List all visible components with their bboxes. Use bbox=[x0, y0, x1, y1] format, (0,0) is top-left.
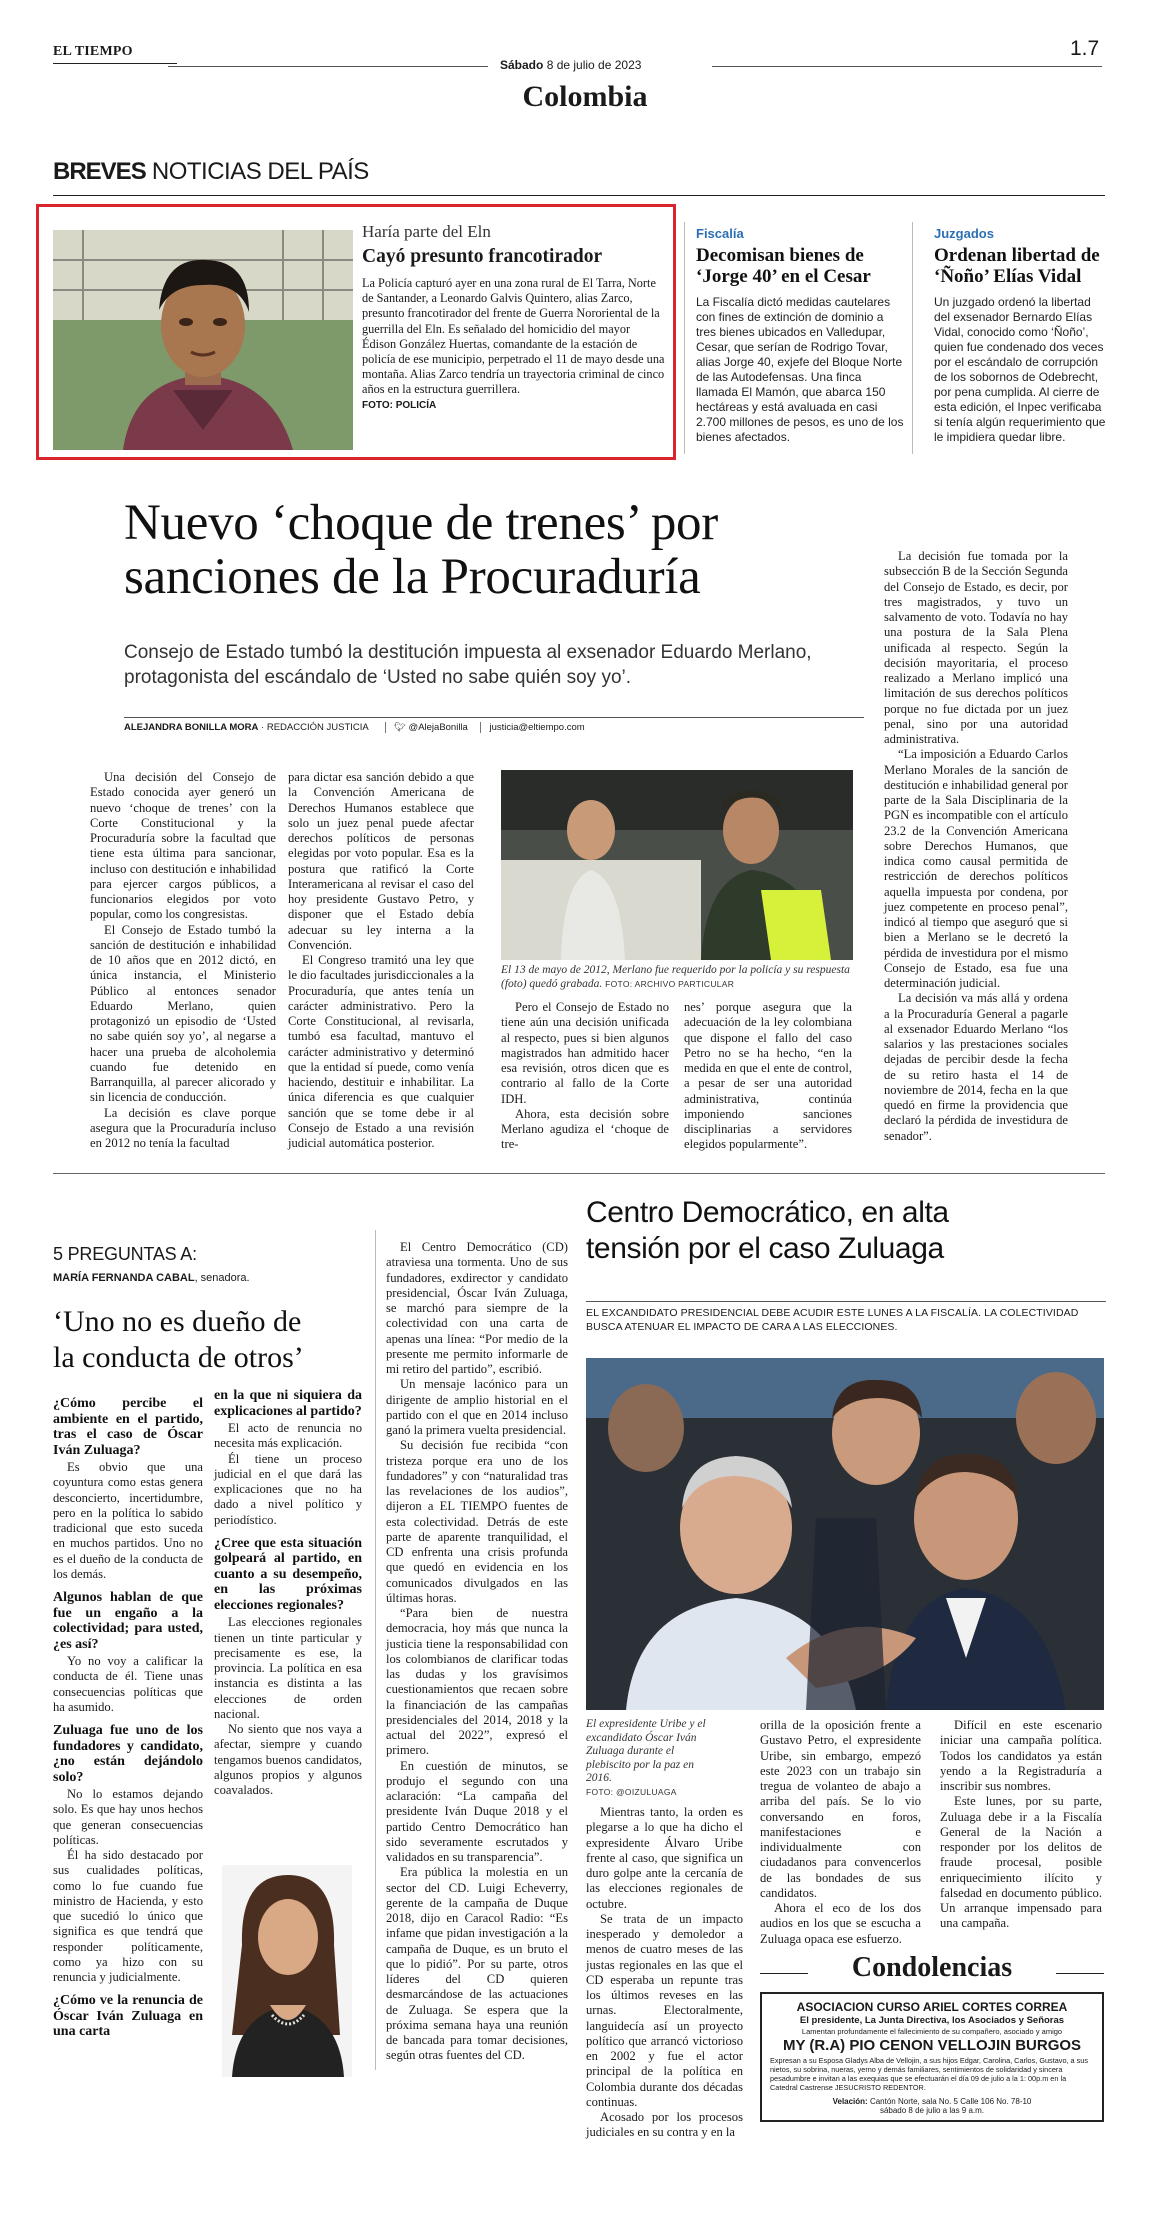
interview-answer: Yo no voy a calificar la conducta de él. Tiene unas consecuencias políticas que ha asumido. bbox=[53, 1654, 203, 1714]
condolencia-notice bbox=[760, 1992, 1104, 2122]
main-deck: Consejo de Estado tumbó la destitución impuesta al exsenador Eduardo Merlano, protagonista del escándalo de ‘Usted no sabe quién soy yo’. bbox=[124, 642, 812, 688]
interview-answer: Él ha sido destacado por sus cualidades políticas, como lo fue cuando fue ministro de Hacienda, y esto que sucedió lo único que significa es que tendrá que responder políticamente, como ya hizo con su renuncia y judicialmente. bbox=[53, 1848, 203, 1984]
paragraph: Ahora, esta decisión sobre Merlano agudiza el ‘choque de tre- bbox=[501, 1106, 669, 1152]
interview-answer: Las elecciones regionales tienen un tinte particular y precisamente es ese, la provincia. La política en esa instancia es distinta a las elecciones de orden nacional. bbox=[214, 1615, 362, 1721]
paragraph: Difícil en este escenario iniciar una campaña política. Todos los candidatos ya están yendo a la Registraduría a inscribir sus nombres. bbox=[940, 1718, 1102, 1793]
main-byline: ALEJANDRA BONILLA MORA · REDACCIÓN JUSTICIA 🐦︎ @AlejaBonilla justicia@eltiempo.com bbox=[124, 717, 864, 733]
masthead-logo: EL TIEMPO bbox=[53, 44, 133, 59]
interview-answer: No siento que nos vaya a afectar, siempre y cuando tengamos buenos candidatos, algunos propios y algunos coavalados. bbox=[214, 1722, 362, 1797]
cd-photo-caption: El expresidente Uribe y el excandidato Óscar Iván Zuluaga durante el plebiscito por la paz en 2016. FOTO: @OIZULUAGA bbox=[586, 1718, 706, 1797]
interview-portrait bbox=[222, 1865, 352, 2077]
brief-body: La Policía capturó ayer en una zona rural de El Tarra, Norte de Santander, a Leonardo Galvis Quintero, alias Zarco, presunto francotirador del frente de Guerra Nororiental de la guerrilla del Eln. Es señalado del homicidio del mayor Édison González Huertas, comandante de la estación de policía de ese municipio, perpetrado el 11 de mayo desde una montaña. Alias Zarco tendría un trayectoria criminal de cinco años en la estructura guerrillera. bbox=[362, 276, 665, 397]
paragraph: En cuestión de minutos, se produjo el segundo con una aclaración: “La campaña del presidente Iván Duque 2018 y el partido Centro Democrático han sido severamente escrutados y validados en su transparencia”. bbox=[386, 1758, 568, 1864]
interview-answer: No lo estamos dejando solo. Es que hay unos hechos que generan consecuencias políticas. bbox=[53, 1787, 203, 1847]
twitter-handle[interactable]: @AlejaBonilla bbox=[408, 722, 468, 733]
main-headline: Nuevo ‘choque de trenes’ por sanciones de la Procuraduría bbox=[124, 495, 718, 605]
paragraph: Era pública la molestia en un sector del CD. Luigi Echeverry, gerente de la campaña de Duque 2018, dijo en Caracol Radio: “Es infame que pidan investigación a la campaña de Duque, es un bruto el que lo pidió”. Por su parte, otros líderes del CD quieren desmarcándose de las actuaciones de Zuluaga. Se espera que la próxima semana haya una reunión de bancada para tomar decisiones, según otras fuentes del CD. bbox=[386, 1865, 568, 2063]
paragraph: La decisión es clave porque asegura que la Procuraduría incluso en 2012 no tenía la facultad bbox=[90, 1105, 276, 1150]
brief-headline: Cayó presunto francotirador bbox=[362, 246, 603, 267]
brief-body: Un juzgado ordenó la libertad del exsenador Bernardo Elías Vidal, conocido como ‘Ñoño’, quien fue condenado dos veces por el escándalo de corrupción de los sobornos de Odebrecht, por pena cumplida. Al cierre de esta edición, el Inpec verificaba si tenía algún requerimiento que le impidiera quedar libre. bbox=[934, 295, 1106, 444]
contact-email[interactable]: justicia@eltiempo.com bbox=[480, 722, 584, 733]
paragraph: “Para bien de nuestra democracia, hoy más que nunca la justicia tiene la responsabilidad con los colombianos de clarificar todas las dudas y los gravísimos cuestionamientos que recaen sobre la financiación de las campañas presidenciales del 2014, 2018 y la actual del 2022”, expresó el primero. bbox=[386, 1606, 568, 1758]
interview-col-1 bbox=[53, 1388, 203, 2042]
brief-kicker: Juzgados bbox=[934, 226, 994, 241]
cd-deck: EL EXCANDIDATO PRESIDENCIAL DEBE ACUDIR ESTE LUNES A LA FISCALÍA. LA COLECTIVIDAD BUSCA ATENUAR EL IMPACTO DE CARA A LAS ELECCIONES. bbox=[586, 1307, 1079, 1333]
interview-question: Zuluaga fue uno de los fundadores y candidato, ¿no están dejándolo solo? bbox=[53, 1723, 203, 1785]
paragraph: Ahora el eco de los dos audios en los que se escucha a Zuluaga opaca ese esfuerzo. bbox=[760, 1901, 921, 1946]
main-col-5 bbox=[884, 549, 1068, 1144]
interview-question: ¿Cree que esta situación golpeará al partido, en cuanto a su desempeño, en las próximas elecciones regionales? bbox=[214, 1535, 362, 1613]
paragraph: El Congreso tramitó una ley que le dio facultades jurisdiccionales a la Procuraduría, que antes tenía un carácter administrativo. Pero la Corte Constitucional, al revisarla, tumbó esa facultad, mantuvo el carácter administrativo y determinó que la entidad sí puede, como venía haciendo, destituir e inhabilitar. La única diferencia es que cualquier sanción que se tome debe ir al Consejo de Estado a una revisión judicial automática posterior. bbox=[288, 953, 474, 1150]
cd-photo bbox=[586, 1358, 1104, 1710]
paragraph: La decisión fue tomada por la subsección B de la Sección Segunda del Consejo de Estado, es decir, por tres magistrados, y tuvo un salvamento de voto. Todavía no hay una postura de la Sala Plena unificada al respecto. Según la decisión mayoritaria, el proceso realizado a Merlano implicó una limitación de sus derechos políticos porque no fue dictada por un juez penal, sino por una autoridad administrativa. bbox=[884, 549, 1068, 746]
interview-question: ¿Cómo percibe el ambiente en el partido, tras el caso de Óscar Iván Zuluaga? bbox=[53, 1396, 203, 1458]
interview-name: MARÍA FERNANDA CABAL, senadora. bbox=[53, 1272, 250, 1284]
notice-org: ASOCIACION CURSO ARIEL CORTES CORREA bbox=[796, 2000, 1068, 2014]
brief-body: La Fiscalía dictó medidas cautelares con fines de extinción de dominio a tres bienes ubicados en Valledupar, Cesar, que serían de Rodrigo Tovar, alias Jorge 40, exjefe del Bloque Norte de las Autodefensas. Una finca llamada El Mamón, que abarca 150 hectáreas y está avaluada en casi 2.700 millones de pesos, es uno de los bienes afectados. bbox=[696, 295, 904, 444]
paragraph: Una decisión del Consejo de Estado conocida ayer generó un nuevo ‘choque de trenes’ con la Corte Constitucional y la Procuraduría sobre la facultad que tiene esta última para sancionar, incluso con destitución e inhabilidad para ejercer cargos públicos, a funcionarios elegidos por voto popular, como los congresistas. bbox=[90, 770, 276, 922]
brief-juzgados bbox=[934, 226, 1109, 445]
interview-col-2 bbox=[214, 1388, 362, 1798]
interview-headline: ‘Uno no es dueño de la conducta de otros’ bbox=[53, 1305, 304, 1374]
condolencias-title: Condolencias bbox=[851, 1952, 1013, 1983]
brief-kicker: Haría parte del Eln bbox=[362, 222, 491, 241]
paragraph: nes’ porque asegura que la adecuación de la ley colombiana que dispone el fallo del caso Petro no se ha hecho, “en la medida en que el ente de control, a pesar de ser una autoridad administrativa, continúa imponiendo sanciones disciplinarias a servidores elegidos popularmente”. bbox=[684, 1000, 852, 1152]
paragraph: Se trata de un impacto inesperado y demoledor a menos de cuatro meses de las justas regionales en las que el CD esperaba un repunte tras los últimos reveses en las urnas. Electoralmente, languidecía así un proyecto político que arrancó victorioso en 2002 y fue el actor principal de la política en Colombia durante dos décadas continuas. bbox=[586, 1911, 743, 2109]
interview-answer: Es obvio que una coyuntura como estas genera desconcierto, incertidumbre, pero en la política lo sabido tradicional que esto suceda en muchos partidos. Uno no es el dueño de la conducta de los demás. bbox=[53, 1460, 203, 1581]
cd-col-c bbox=[940, 1718, 1102, 1932]
interview-question: ¿Cómo ve la renuncia de Óscar Iván Zuluaga en una carta bbox=[53, 1993, 203, 2040]
interview-question: Algunos hablan de que fue un engaño a la colectividad; para usted, ¿es así? bbox=[53, 1590, 203, 1652]
paragraph: El Centro Democrático (CD) atraviesa una tormenta. Uno de sus fundadores, exdirector y candidato presidencial, Óscar Iván Zuluaga, se marchó para siempre de la colectividad con una carta de apenas una línea: “Por medio de la presente me permito informarle de mi retiro del partido”, escribió. bbox=[386, 1240, 568, 1376]
brief-kicker: Fiscalía bbox=[696, 226, 744, 241]
cd-headline: Centro Democrático, en alta tensión por el caso Zuluaga bbox=[586, 1196, 949, 1265]
cd-col-left bbox=[386, 1240, 568, 2064]
breves-title: BREVES NOTICIAS DEL PAÍS bbox=[53, 158, 369, 185]
notice-lament: Lamentan profundamente el fallecimiento de su compañero, asociado y amigo bbox=[801, 2027, 1063, 2036]
main-col-4 bbox=[684, 1000, 852, 1153]
brief-fiscalia bbox=[696, 226, 904, 445]
brief-photo-credit: FOTO: POLICÍA bbox=[362, 399, 437, 411]
notice-velacion: Velación: Cantón Norte, sala No. 5 Calle 106 No. 78-10 bbox=[832, 2097, 1032, 2106]
page-number: 1.7 bbox=[1070, 37, 1100, 60]
paragraph: La decisión va más allá y ordena a la Procuraduría General a pagarle al exsenador Eduardo Merlano “los salarios y las prestaciones sociales dejadas de percibir desde la fecha de su retiro hasta el 14 de noviembre de 2014, fecha en la que quedó en firme la providencia que declaró la pérdida de investidura de senador”. bbox=[884, 991, 1068, 1143]
paragraph: Mientras tanto, la orden es plegarse a lo que ha dicho el expresidente Álvaro Uribe frente al caso, que significa un duro golpe ante la cercanía de las elecciones regionales de octubre. bbox=[586, 1805, 743, 1911]
paragraph: orilla de la oposición frente a Gustavo Petro, el expresidente Uribe, sin embargo, empezó este 2023 con un trabajo sin tregua de volanteo de abajo a arriba del país. Se lo vio conversando en foros, manifestaciones e individualmente con ciudadanos para convencerlos de las bondades de sus candidatos. bbox=[760, 1718, 921, 1900]
interview-answer: El acto de renuncia no necesita más explicación. bbox=[214, 1421, 362, 1451]
paragraph: para dictar esa sanción debido a que la Convención Americana de Derechos Humanos establece que solo un juez penal puede afectar derechos políticos de personas elegidas por voto popular. Esa es la postura que ratificó la Corte Interamericana al revisar el caso del hoy presidente Gustavo Petro, y disponer que el Estado debía adecuar su ley interna a la Convención. bbox=[288, 770, 474, 952]
paragraph: Este lunes, por su parte, Zuluaga debe ir a la Fiscalía General de la Nación a responder por los delitos de fraude procesal, posible enriquecimiento ilícito y falsedad en documento público. Un arranque impensado para una campaña. bbox=[940, 1794, 1102, 1931]
interview-question: en la que ni siquiera da explicaciones al partido? bbox=[214, 1388, 362, 1419]
cd-col-b bbox=[760, 1718, 921, 1947]
main-col-2 bbox=[288, 770, 474, 1151]
issue-date: Sábado 8 de julio de 2023 bbox=[500, 58, 642, 72]
interview-label: 5 PREGUNTAS A: bbox=[53, 1244, 197, 1264]
notice-text: Expresan a su Esposa Gladys Alba de Vellojin, a sus hijos Edgar, Carolina, Carlos, Gustavo, a sus nietos, su sobrina, nueras, yerno y demás familiares, sentimientos de solidaridad y sincera pesadumbre e invitan a las exequias que se efectuarán el día 09 de julio a la 1: 00p.m en la Catedral Castrense JESUCRISTO REDENTOR. bbox=[770, 2056, 1088, 2092]
paragraph: El Consejo de Estado tumbó la sanción de destitución e inhabilidad de 10 años que en 2012 dictó, en única instancia, el Ministerio Público al entonces senador Eduardo Merlano, quien protagonizó un episodio de ‘Usted no sabe quién soy yo’, al negarse a hacer una prueba de alcoholemia cuando fue detenido en Barranquilla, al parecer alicorado y sin licencia de conducción. bbox=[90, 922, 276, 1105]
main-col-1 bbox=[90, 770, 276, 1151]
brief-headline: Decomisan bienes de ‘Jorge 40’ en el Cesar bbox=[696, 245, 871, 287]
brief-photo bbox=[53, 230, 353, 450]
main-photo-caption: El 13 de mayo de 2012, Merlano fue requerido por la policía y su respuesta (foto) quedó grabada. FOTO: ARCHIVO PARTICULAR bbox=[501, 964, 850, 990]
section-title: Colombia bbox=[522, 80, 648, 113]
cd-col-a bbox=[586, 1805, 743, 2141]
paragraph: “La imposición a Eduardo Carlos Merlano Morales de la sanción de destitución e inhabilidad general por parte de la Sala Disciplinaria de la PGN es incompatible con el artículo 23.2 de la Convención Americana sobre Derechos Humanos, que indica como causal permitida de restricción de derechos políticos aquella impuesta por condena, por juez competente en proceso penal”, indicó al tiempo que aseguró que si bien a Merlano se le decretó la pérdida de investidura por el mismo Consejo de Estado, esa fue una determinación judicial. bbox=[884, 747, 1068, 990]
main-photo bbox=[501, 770, 853, 960]
brief-headline: Ordenan libertad de ‘Ñoño’ Elías Vidal bbox=[934, 245, 1100, 287]
paragraph: Un mensaje lacónico para un dirigente de amplio historial en el partido con el que en 2014 incluso ganó la primera vuelta presidencial. bbox=[386, 1377, 568, 1437]
notice-deceased: MY (R.A) PIO CENON VELLOJIN BURGOS bbox=[782, 2037, 1082, 2054]
brief-eln bbox=[362, 222, 667, 411]
interview-answer: Él tiene un proceso judicial en el que dará las explicaciones que no ha dado a nivel político y periodístico. bbox=[214, 1451, 362, 1527]
notice-velacion-time: sábado 8 de julio a las 9 a.m. bbox=[879, 2106, 985, 2115]
notice-from: El presidente, La Junta Directiva, los Asociados y Señoras bbox=[799, 2015, 1065, 2026]
paragraph: Acosado por los procesos judiciales en su contra y en la bbox=[586, 2110, 743, 2140]
paragraph: Pero el Consejo de Estado no tiene aún una decisión unificada al respecto, pues si bien algunos magistrados han admitido hacer esa revisión, otros dicen que es contrario al fallo de la Corte IDH. bbox=[501, 1000, 669, 1106]
paragraph: Su decisión fue recibida “con tristeza porque era uno de los fundadores” y con “naturalidad tras las revelaciones de los audios”, dijeron a EL TIEMPO fuentes de esta colectividad. Detrás de este parte de aparente tranquilidad, el CD enfrenta una crisis profunda que quedó en evidencia en los comunicados divulgados en las últimas horas. bbox=[386, 1438, 568, 1605]
main-col-3 bbox=[501, 1000, 669, 1153]
